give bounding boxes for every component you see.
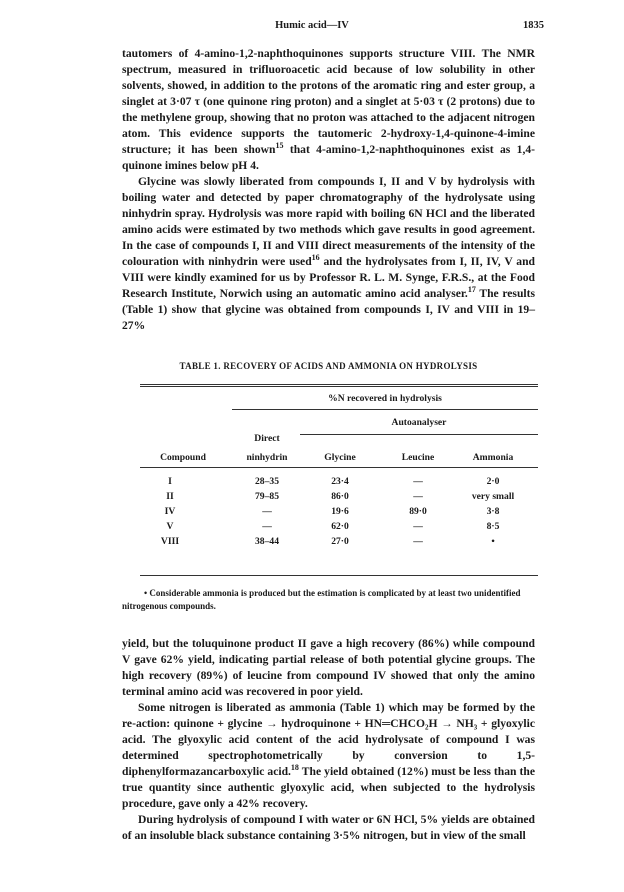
table-cell: 28–35 bbox=[255, 476, 279, 487]
paragraph bbox=[122, 46, 535, 174]
table-footnote: • Considerable ammonia is produced but the estimation is complicated by at least two unidentified nitrogenous compounds. bbox=[122, 588, 521, 611]
table-top-rule-2 bbox=[140, 386, 538, 387]
table-cell: — bbox=[413, 476, 423, 487]
table-cell: V bbox=[166, 521, 174, 532]
table-cell: 3·8 bbox=[486, 506, 500, 517]
table-top-rule bbox=[140, 384, 538, 385]
table-cell: 8·5 bbox=[486, 521, 500, 532]
paragraph bbox=[122, 174, 535, 334]
col-header-leucine: Leucine bbox=[401, 452, 435, 463]
citation-ref: 17 bbox=[467, 285, 476, 295]
page-header bbox=[0, 20, 624, 36]
table-cell: very small bbox=[471, 491, 515, 502]
paragraph bbox=[122, 812, 535, 844]
table-cell: — bbox=[262, 506, 272, 517]
col-header-glycine: Glycine bbox=[324, 452, 356, 463]
text-run: and the hydrolysates from I, II, IV, V and VIII were kindly examined for us by Professor R. L. M. Synge, F.R.S., at the Food Research Institute, Norwich using an automatic amino acid analyser. bbox=[122, 255, 535, 300]
table-cell: I bbox=[168, 476, 172, 487]
table-cell: II bbox=[166, 491, 174, 502]
table-cell: — bbox=[262, 521, 272, 532]
table-cell: 27·0 bbox=[331, 536, 349, 547]
table-cell: 86·0 bbox=[331, 491, 349, 502]
text-run: that 4-amino-1,2-naphthoquinones exist as 1,4-quinone imines below pH 4. bbox=[122, 143, 536, 172]
table-cell: 23·4 bbox=[331, 476, 349, 487]
text-run: yield, but the toluquinone product II gave a high recovery (86%) while compound V gave 62% yield, indicating partial release of both potential glycine groups. The high recovery (89%) of leucine from compound IV showed that only the amino terminal amino acid was recovered in poor yield. bbox=[122, 637, 535, 698]
body-text-bottom bbox=[122, 636, 535, 844]
table-cell: IV bbox=[164, 506, 176, 517]
table-cell: • bbox=[491, 536, 495, 547]
table-cell: VIII bbox=[160, 536, 180, 547]
citation-ref: 15 bbox=[275, 141, 284, 151]
text-run: The results (Table 1) show that glycine was obtained from compounds I, IV and VIII in 19–27% bbox=[122, 287, 535, 332]
header-bottom-rule bbox=[140, 467, 538, 468]
span-header: %N recovered in hydrolysis bbox=[328, 393, 442, 404]
text-run: Glycine was slowly liberated from compounds I, II and V by hydrolysis with boiling water and detected by paper chromatography of the hydrolysate using ninhydrin spray. Hydrolysis was more rapid with boiling 6N HCl and the liberated amino acids were estimated by two methods which gave results in good agreement. In the case of compounds I, II and VIII direct measurements of the intensity of the colouration with ninhydrin were used bbox=[122, 175, 535, 268]
col-header-ammonia: Ammonia bbox=[472, 452, 514, 463]
col-header-ninhydrin: ninhydrin bbox=[246, 452, 288, 463]
page-number: 1835 bbox=[523, 20, 544, 31]
table-cell: — bbox=[413, 521, 423, 532]
text-run: tautomers of 4-amino-1,2-naphthoquinones supports structure VIII. The NMR spectrum, measured in trifluoroacetic acid because of low solubility in other solvents, showed, in addition to the protons of the aromatic ring and ester group, a singlet at 3·07 τ (one quinone ring proton) and a singlet at 5·03 τ (2 protons) due to the methylene group, showing that no proton was attached to the adjacent nitrogen atom. This evidence supports the tautomeric 2-hydroxy-1,4-quinone-4-imine structure; it has been shown bbox=[122, 47, 535, 156]
table-bottom-rule bbox=[140, 575, 538, 576]
table-cell: — bbox=[413, 491, 423, 502]
col-header-compound: Compound bbox=[160, 452, 206, 463]
text-run: Some nitrogen is liberated as ammonia (Table 1) which may be formed by the re-action: quinone + glycine → hydroquinone + HN═CHCO₂H → NH₃ + glyoxylic acid. The glyoxylic acid content of the acid hydrolysate of compound I was determined spectrophotometrically by conversion to 1,5-diphenylformazancarboxylic acid. bbox=[122, 701, 535, 778]
table-cell: 79–85 bbox=[255, 491, 279, 502]
col-header-direct: Direct bbox=[254, 433, 280, 444]
text-run: During hydrolysis of compound I with water or 6N HCl, 5% yields are obtained of an insoluble black substance containing 3·5% nitrogen, but in view of the small bbox=[122, 813, 535, 842]
citation-ref: 16 bbox=[311, 253, 320, 263]
table-cell: 89·0 bbox=[409, 506, 427, 517]
table-cell: — bbox=[413, 536, 423, 547]
table-cell: 62·0 bbox=[331, 521, 349, 532]
citation-ref: 18 bbox=[290, 763, 299, 773]
sub-span-rule bbox=[300, 434, 538, 435]
table-caption: TABLE 1. RECOVERY OF ACIDS AND AMMONIA ON HYDROLYSIS bbox=[179, 361, 478, 371]
paragraph bbox=[122, 636, 535, 700]
sub-span-header: Autoanalyser bbox=[391, 417, 447, 428]
table-cell: 19·6 bbox=[331, 506, 349, 517]
table-cell: 38–44 bbox=[255, 536, 279, 547]
span-rule bbox=[232, 409, 538, 410]
running-head: Humic acid—IV bbox=[275, 20, 349, 31]
text-run: The yield obtained (12%) must be less than the true quantity since authentic glyoxylic acid, when subjected to the hydrolysis procedure, gave only a 42% recovery. bbox=[122, 765, 535, 810]
body-text-top bbox=[122, 46, 535, 334]
table-cell: 2·0 bbox=[486, 476, 500, 487]
paragraph bbox=[122, 700, 535, 812]
